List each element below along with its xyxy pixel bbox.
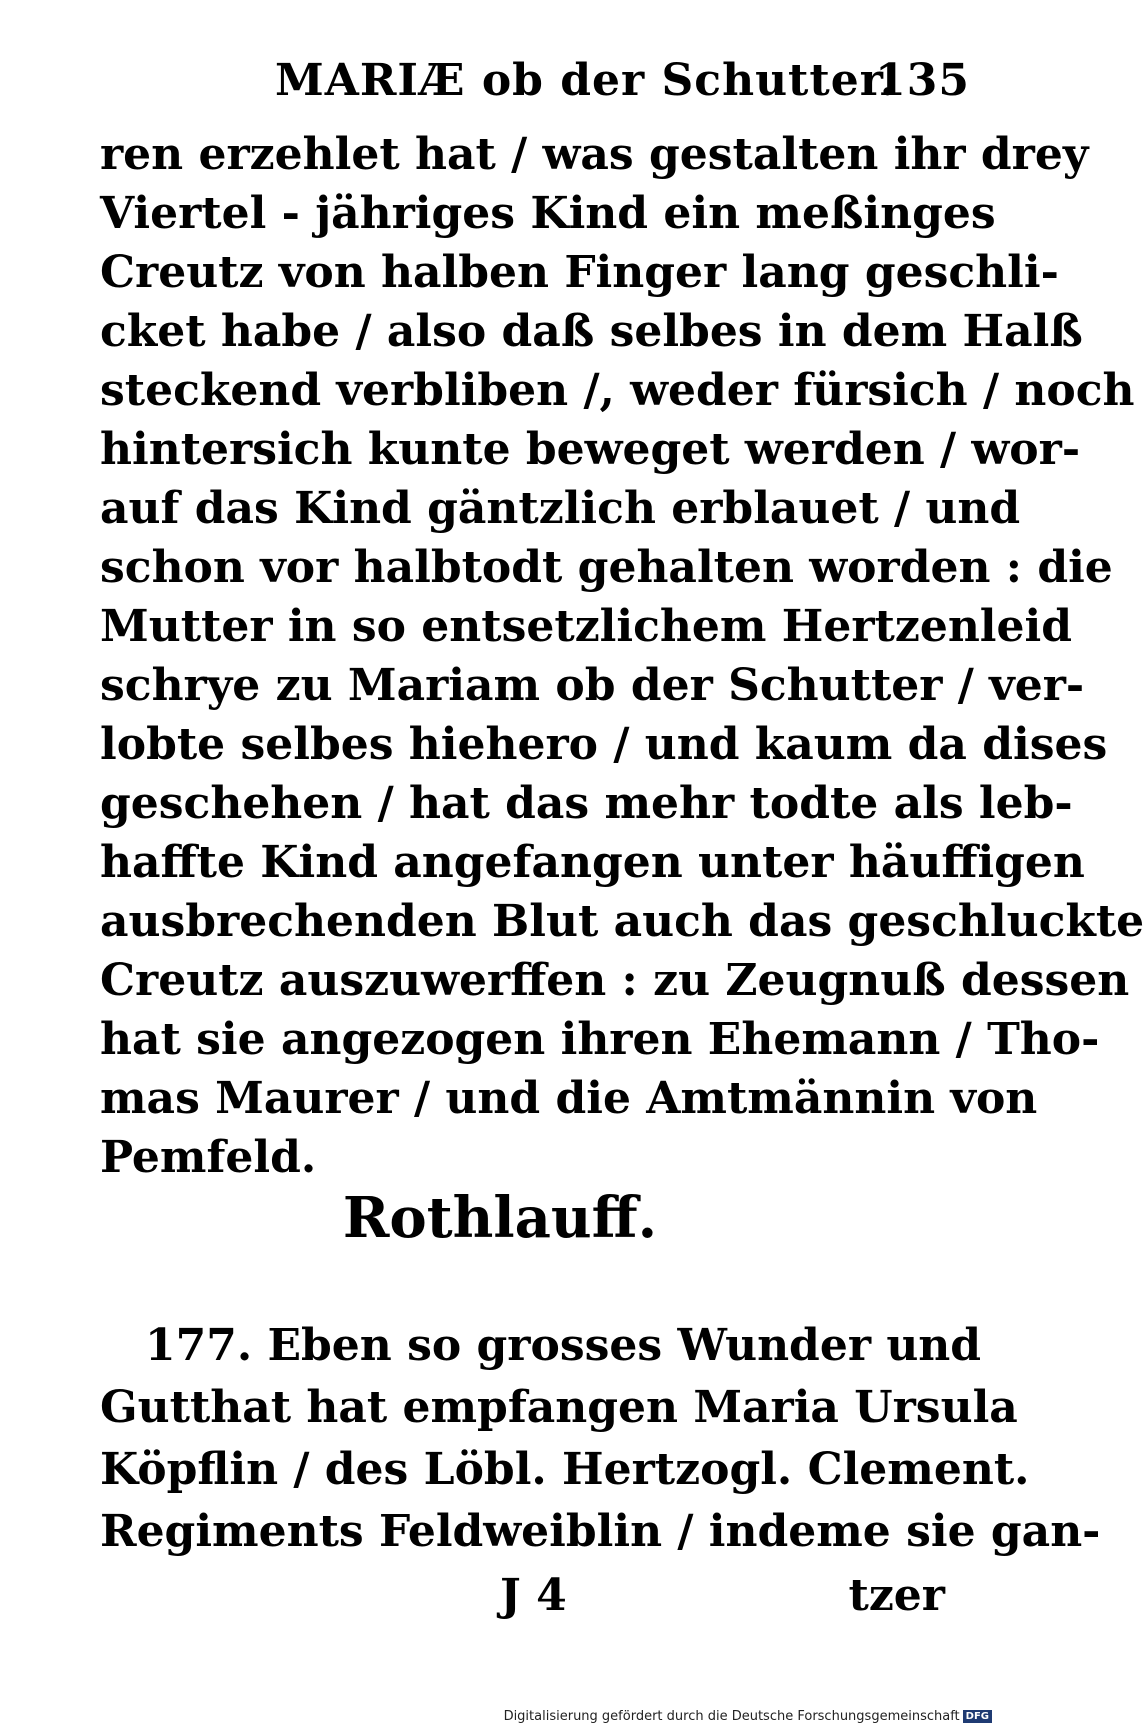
footer-text: Digitalisierung gefördert durch die Deutsche Forschungsgemeinschaft (503, 1709, 960, 1724)
text-line: ausbrechenden Blut auch das geschluckte (100, 896, 1144, 947)
text-line: Pemfeld. (100, 1132, 317, 1183)
text-line: mas Maurer / und die Amtmännin von (100, 1073, 1038, 1124)
text-line: schrye zu Mariam ob der Schutter / ver- (100, 660, 1085, 711)
text-line: auf das Kind gäntzlich erblauet / und (100, 483, 1021, 534)
text-line: Regiments Feldweiblin / indeme sie gan- (100, 1506, 1101, 1557)
text-line: Creutz von halben Finger lang geschli- (100, 247, 1059, 298)
page-number: 135 (875, 55, 970, 106)
paragraph-2 (100, 1315, 1101, 1563)
text-line: ren erzehlet hat / was gestalten ihr drey (100, 129, 1089, 180)
section-heading: Rothlauff. (342, 1185, 658, 1251)
text-line: lobte selbes hiehero / und kaum da dises (100, 719, 1108, 770)
text-line: 177. Eben so grosses Wunder und (145, 1320, 982, 1371)
digitization-footer (504, 1709, 992, 1724)
paragraph-1 (100, 125, 1144, 1187)
text-line: steckend verbliben /, weder fürsich / noch (100, 365, 1135, 416)
text-line: Creutz auszuwerffen : zu Zeugnuß dessen (100, 955, 1130, 1006)
text-line: hintersich kunte beweget werden / wor- (100, 424, 1081, 475)
running-head-title: MARIÆ ob der Schutter. (275, 55, 897, 106)
text-line: geschehen / hat das mehr todte als leb- (100, 778, 1073, 829)
text-line: schon vor halbtodt gehalten worden : die (100, 542, 1113, 593)
text-line: Köpflin / des Löbl. Hertzogl. Clement. (100, 1444, 1030, 1495)
text-line: cket habe / also daß selbes in dem Halß (100, 306, 1083, 357)
running-head (250, 55, 970, 115)
text-line: Gutthat hat empfangen Maria Ursula (100, 1382, 1018, 1433)
catchword: tzer (848, 1570, 945, 1621)
signature-mark: J 4 (500, 1570, 567, 1621)
text-line: haffte Kind angefangen unter häuffigen (100, 837, 1085, 888)
dfg-logo: DFG (963, 1710, 992, 1723)
text-line: hat sie angezogen ihren Ehemann / Tho- (100, 1014, 1100, 1065)
text-line: Mutter in so entsetzlichem Hertzenleid (100, 601, 1072, 652)
text-line: Viertel - jähriges Kind ein meßinges (100, 188, 996, 239)
